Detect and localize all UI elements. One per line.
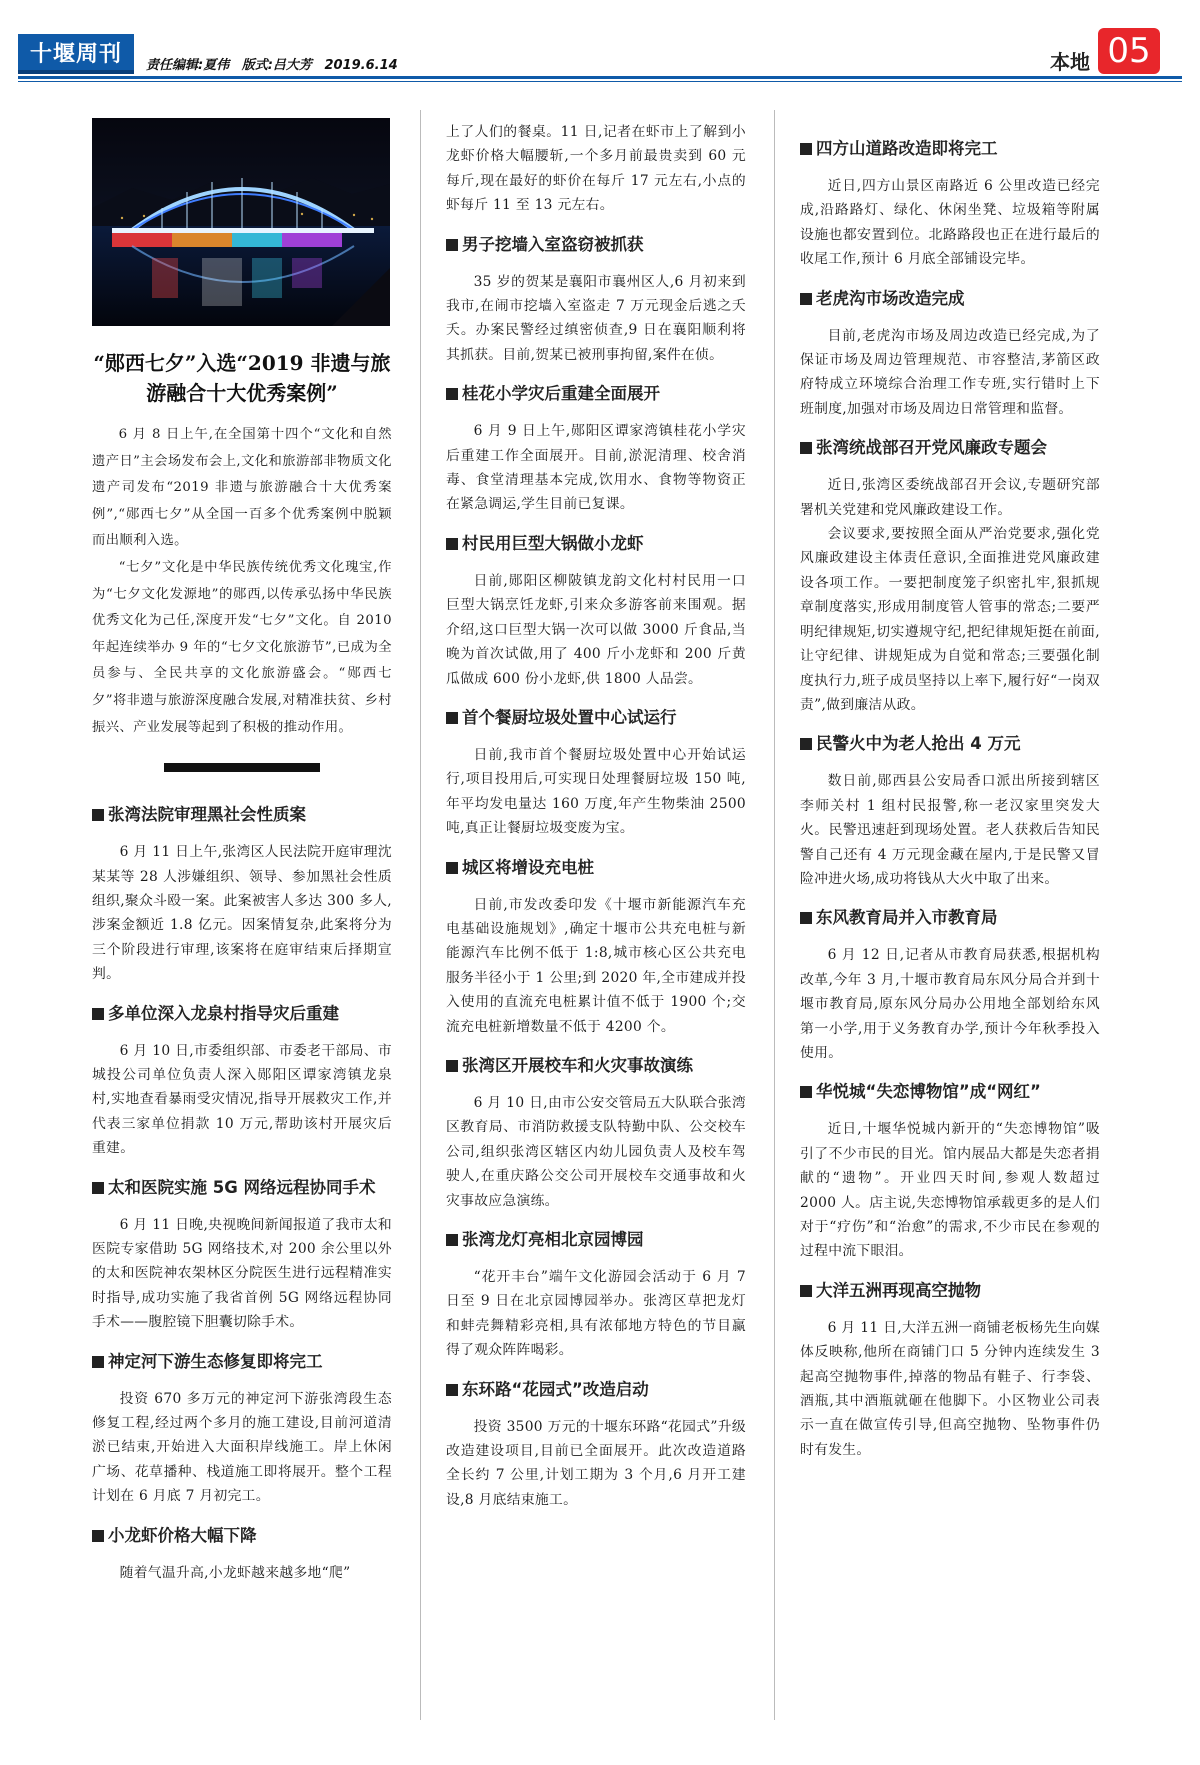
brief-headline <box>800 1274 1100 1308</box>
column-3 <box>800 132 1100 1472</box>
brief-body: 6 月 10 日,由市公安交管局五大队联合张湾区教育局、市消防救援支队特勤中队、公交校车公司,组织张湾区辖区内幼儿园负责人及校车驾驶人,在重庆路公交公司开展校车交通事故和火灾事故应急演练。 <box>446 1094 746 1209</box>
square-bullet-icon <box>446 712 458 724</box>
brief-headline-text: 太和医院实施 5G 网络远程协同手术 <box>108 1177 376 1197</box>
square-bullet-icon <box>446 388 458 400</box>
brief-headline <box>446 851 746 885</box>
brief-body: 日前,我市首个餐厨垃圾处置中心开始试运行,项目投用后,可实现日处理餐厨垃圾 150 吨,年平均发电量达 160 万度,年产生物柴油 2500 吨,真正让餐厨垃圾变废为宝。 <box>446 746 746 837</box>
news-brief <box>92 1171 392 1335</box>
brief-body: 6 月 11 日上午,张湾区人民法院开庭审理沈某某等 28 人涉嫌组织、领导、参加黑社会性质组织,聚众斗殴一案。此案被害人多达 300 多人,涉案金额近 1.8 亿元。因案情复杂,此案将分为三个阶段进行审理,该案将在庭审结束后择期宣判。 <box>92 844 392 983</box>
square-bullet-icon <box>800 143 812 155</box>
brief-body: 6 月 11 日晚,央视晚间新闻报道了我市太和医院专家借助 5G 网络技术,对 200 余公里以外的太和医院神农架林区分院医生进行远程精准实时指导,成功实施了我省首例 5G 网络远程协同手术——腹腔镜下胆囊切除手术。 <box>92 1216 392 1331</box>
lead-paragraph-1: 6 月 8 日上午,在全国第十四个“文化和自然遗产日”主会场发布会上,文化和旅游部非物质文化遗产司发布“2019 非遗与旅游融合十大优秀案例”,“郧西七夕”从全国一百多个优秀案例中脱颖而出顺利入选。 <box>92 427 392 549</box>
news-brief <box>92 1519 392 1585</box>
layout-credit: 版式:吕大芳 <box>241 58 312 73</box>
news-brief <box>446 1373 746 1513</box>
brief-body: “花开丰台”端午文化游园会活动于 6 月 7 日至 9 日在北京园博园举办。张湾区草把龙灯和蚌壳舞精彩亮相,具有浓郁地方特色的节目赢得了观众阵阵喝彩。 <box>446 1269 746 1359</box>
lead-headline <box>92 348 392 408</box>
brief-headline <box>800 901 1100 935</box>
news-brief <box>92 997 392 1161</box>
brief-headline-text: 小龙虾价格大幅下降 <box>108 1525 257 1545</box>
brief-headline <box>800 132 1100 166</box>
brief-body: 35 岁的贺某是襄阳市襄州区人,6 月初来到我市,在闹市挖墙入室盗走 7 万元现金后逃之夭夭。办案民警经过缜密侦查,9 日在襄阳顺利将其抓获。目前,贺某已被刑事拘留,案件在侦。 <box>446 273 746 363</box>
brief-body: 日前,郧阳区柳陂镇龙韵文化村村民用一口巨型大锅烹饪龙虾,引来众多游客前来围观。据介绍,这口巨型大锅一次可以做 3000 斤食品,当晚为首次试做,用了 400 斤小龙虾和 200 斤黄瓜做成 600 份小龙虾,供 1800 人品尝。 <box>446 572 746 687</box>
brief-headline-text: 城区将增设充电桩 <box>462 857 594 877</box>
credits-line <box>146 54 406 73</box>
news-brief <box>800 901 1100 1065</box>
brief-headline-text: 张湾区开展校车和火灾事故演练 <box>462 1055 693 1075</box>
brief-body: 数日前,郧西县公安局香口派出所接到辖区李师关村 1 组村民报警,称一老汉家里突发大火。民警迅速赶到现场处置。老人获救后告知民警自己还有 4 万元现金藏在屋内,于是民警又冒险冲进火场,成功将钱从大火中取了出来。 <box>800 773 1100 887</box>
brief-headline-text: 东风教育局并入市教育局 <box>816 908 998 928</box>
square-bullet-icon <box>92 1008 104 1020</box>
night-bridge-photo <box>92 118 390 326</box>
brief-headline <box>92 997 392 1031</box>
brief-headline <box>446 701 746 735</box>
brief-body: 投资 3500 万元的十堰东环路“花园式”升级改造建设项目,目前已全面展开。此次改造道路全长约 7 公里,计划工期为 3 个月,6 月开工建设,8 月底结束施工。 <box>446 1418 746 1508</box>
brief-headline-text: 张湾统战部召开党风廉政专题会 <box>816 438 1047 458</box>
brief-body: 6 月 9 日上午,郧阳区谭家湾镇桂花小学灾后重建工作全面展开。目前,淤泥清理、校舍消毒、食堂清理基本完成,饮用水、食物等物资正在紧急调运,学生目前已复课。 <box>446 423 746 513</box>
news-brief <box>446 701 746 841</box>
brief-headline <box>800 282 1100 316</box>
square-bullet-icon <box>800 738 812 750</box>
lead-headline-line-1: “郧西七夕”入选“2019 非遗与旅 <box>93 351 391 375</box>
brief-headline-text: 张湾法院审理黑社会性质案 <box>108 805 306 825</box>
news-brief <box>800 282 1100 422</box>
square-bullet-icon <box>800 293 812 305</box>
brief-body: 近日,张湾区委统战部召开会议,专题研究部署机关党建和党风廉政建设工作。 <box>800 477 1100 518</box>
news-brief <box>800 1075 1100 1263</box>
square-bullet-icon <box>446 1060 458 1072</box>
square-bullet-icon <box>800 1285 812 1297</box>
square-bullet-icon <box>446 1234 458 1246</box>
lead-headline-line-2: 游融合十大优秀案例” <box>146 381 338 405</box>
square-bullet-icon <box>446 538 458 550</box>
brief-headline-text: 男子挖墙入室盗窃被抓获 <box>462 234 644 254</box>
page-number-badge: 05 <box>1098 28 1160 74</box>
brief-body-paragraph-2: 会议要求,要按照全面从严治党要求,强化党风廉政建设主体责任意识,全面推进党风廉政建设各项工作。一要把制度笼子织密扎牢,狠抓规章制度落实,形成用制度管人管事的常态;二要严明纪律规矩,切实遵规守纪,把纪律规矩挺在前面,让守纪律、讲规矩成为自觉和常态;三要强化制度执行力,班子成员坚持以上率下,履行好“一岗双责”,做到廉洁从政。 <box>800 526 1100 713</box>
brief-body: 6 月 11 日,大洋五洲一商铺老板杨先生向媒体反映称,他所在商铺门口 5 分钟内连续发生 3 起高空抛物事件,掉落的物品有鞋子、行李袋、酒瓶,其中酒瓶就砸在他脚下。小区物业公司表示一直在做宣传引导,但高空抛物、坠物事件仍时有发生。 <box>800 1319 1100 1458</box>
brief-body-continued: 上了人们的餐桌。11 日,记者在虾市上了解到小龙虾价格大幅腰斩,一个多月前最贵卖到 60 元每斤,现在最好的虾价在每斤 17 元左右,小点的虾每斤 11 至 13 元左右。 <box>446 124 746 214</box>
square-bullet-icon <box>800 912 812 924</box>
brief-headline-text: 民警火中为老人抢出 4 万元 <box>816 734 1021 754</box>
header-rule-thin <box>18 81 1182 82</box>
brief-body: 近日,四方山景区南路近 6 公里改造已经完成,沿路路灯、绿化、休闲坐凳、垃圾箱等附属设施也都安置到位。北路路段也正在进行最后的收尾工作,预计 6 月底全部铺设完毕。 <box>800 178 1100 268</box>
news-brief <box>800 1274 1100 1462</box>
brief-headline <box>800 1075 1100 1109</box>
news-brief <box>800 727 1100 891</box>
news-brief <box>446 228 746 368</box>
brief-headline <box>446 1223 746 1257</box>
brief-body: 6 月 12 日,记者从市教育局获悉,根据机构改革,今年 3 月,十堰市教育局东风分局合并到十堰市教育局,原东风分局办公用地全部划给东风第一小学,用于义务教育办学,预计今年秋季投入使用。 <box>800 947 1100 1061</box>
news-brief <box>446 851 746 1039</box>
square-bullet-icon <box>92 1182 104 1194</box>
brief-headline-text: 桂花小学灾后重建全面展开 <box>462 384 660 404</box>
section-name: 本地 <box>1050 50 1090 74</box>
lead-paragraph-2: “七夕”文化是中华民族传统优秀文化瑰宝,作为“七夕文化发源地”的郧西,以传承弘扬中华民族优秀文化为己任,深度开发“七夕”文化。自 2010 年起连续举办 9 年的“七夕文化旅游节”,已成为全员参与、全民共享的文化旅游盛会。“郧西七夕”将非遗与旅游深度融合发展,对精准扶贫、乡村振兴、产业发展等起到了积极的推动作用。 <box>92 559 392 735</box>
brief-headline-text: 首个餐厨垃圾处置中心试运行 <box>462 707 677 727</box>
brief-headline-text: 神定河下游生态修复即将完工 <box>108 1351 323 1371</box>
brief-body: 随着气温升高,小龙虾越来越多地“爬” <box>119 1564 351 1581</box>
news-brief <box>800 431 1100 717</box>
brief-headline <box>92 1171 392 1205</box>
lead-article-body <box>92 422 392 741</box>
column-2 <box>446 120 746 1522</box>
brief-headline <box>92 1519 392 1553</box>
brief-body: 日前,市发改委印发《十堰市新能源汽车充电基础设施规划》,确定十堰市公共充电桩与新能源汽车比例不低于 1:8,城市核心区公共充电服务半径小于 1 公里;到 2020 年,全市建成并投入使用的直流充电桩累计值不低于 1900 个;交流充电桩新增数量不低于 4200 个。 <box>446 896 746 1035</box>
brief-headline <box>446 1373 746 1407</box>
brief-headline <box>446 527 746 561</box>
square-bullet-icon <box>92 1530 104 1542</box>
news-brief <box>446 1223 746 1363</box>
column-1 <box>92 118 392 1595</box>
news-brief <box>446 1049 746 1213</box>
news-brief-continuation <box>446 120 746 218</box>
brief-body: 近日,十堰华悦城内新开的“失恋博物馆”吸引了不少市民的目光。馆内展品大都是失恋者捐献的“遗物”。开业四天时间,参观人数超过 2000 人。店主说,失恋博物馆承载更多的是人们对于“疗伤”和“治愈”的需求,不少市民在参观的过程中流下眼泪。 <box>800 1121 1100 1260</box>
square-bullet-icon <box>446 239 458 251</box>
news-brief <box>446 527 746 691</box>
brief-headline-text: 东环路“花园式”改造启动 <box>462 1379 649 1399</box>
brief-headline <box>800 727 1100 761</box>
masthead-logo: 十堰周刊 <box>18 34 134 74</box>
brief-headline-text: 大洋五洲再现高空抛物 <box>816 1280 981 1300</box>
brief-headline-text: 华悦城“失恋博物馆”成“网红” <box>816 1082 1041 1102</box>
square-bullet-icon <box>446 1384 458 1396</box>
column-divider-2 <box>774 110 775 1720</box>
column-divider-1 <box>420 110 421 1720</box>
brief-body: 6 月 10 日,市委组织部、市委老干部局、市城投公司单位负责人深入郧阳区谭家湾镇龙泉村,实地查看暴雨受灾情况,指导开展救灾工作,并代表三家单位捐款 10 万元,帮助该村开展灾后重建。 <box>92 1042 392 1157</box>
brief-headline <box>446 228 746 262</box>
square-bullet-icon <box>800 1086 812 1098</box>
square-bullet-icon <box>446 862 458 874</box>
brief-headline-text: 村民用巨型大锅做小龙虾 <box>462 533 644 553</box>
square-bullet-icon <box>800 442 812 454</box>
news-brief <box>92 798 392 986</box>
news-brief <box>92 1345 392 1509</box>
brief-headline <box>446 377 746 411</box>
news-brief <box>800 132 1100 272</box>
section-divider-bar <box>164 763 320 772</box>
brief-body: 目前,老虎沟市场及周边改造已经完成,为了保证市场及周边管理规范、市容整洁,茅箭区政府特成立环境综合治理工作专班,实行错时上下班制度,加强对市场及周边日常管理和监督。 <box>800 327 1100 417</box>
brief-headline-text: 张湾龙灯亮相北京园博园 <box>462 1230 644 1249</box>
brief-headline-text: 多单位深入龙泉村指导灾后重建 <box>108 1003 339 1023</box>
brief-body: 投资 670 多万元的神定河下游张湾段生态修复工程,经过两个多月的施工建设,目前河道清淤已结束,开始进入大面积岸线施工。岸上休闲广场、花草播种、栈道施工即将展开。整个工程计划在 6 月底 7 月初完工。 <box>92 1390 392 1505</box>
brief-headline-text: 四方山道路改造即将完工 <box>816 139 998 158</box>
news-brief <box>446 377 746 517</box>
square-bullet-icon <box>92 809 104 821</box>
header-rule <box>18 76 1182 79</box>
editor-credit: 责任编辑:夏伟 <box>146 58 230 73</box>
brief-headline-text: 老虎沟市场改造完成 <box>816 288 965 308</box>
brief-headline <box>92 798 392 832</box>
issue-date: 2019.6.14 <box>324 58 398 73</box>
brief-headline <box>446 1049 746 1083</box>
square-bullet-icon <box>92 1356 104 1368</box>
brief-headline <box>800 431 1100 465</box>
brief-headline <box>92 1345 392 1379</box>
